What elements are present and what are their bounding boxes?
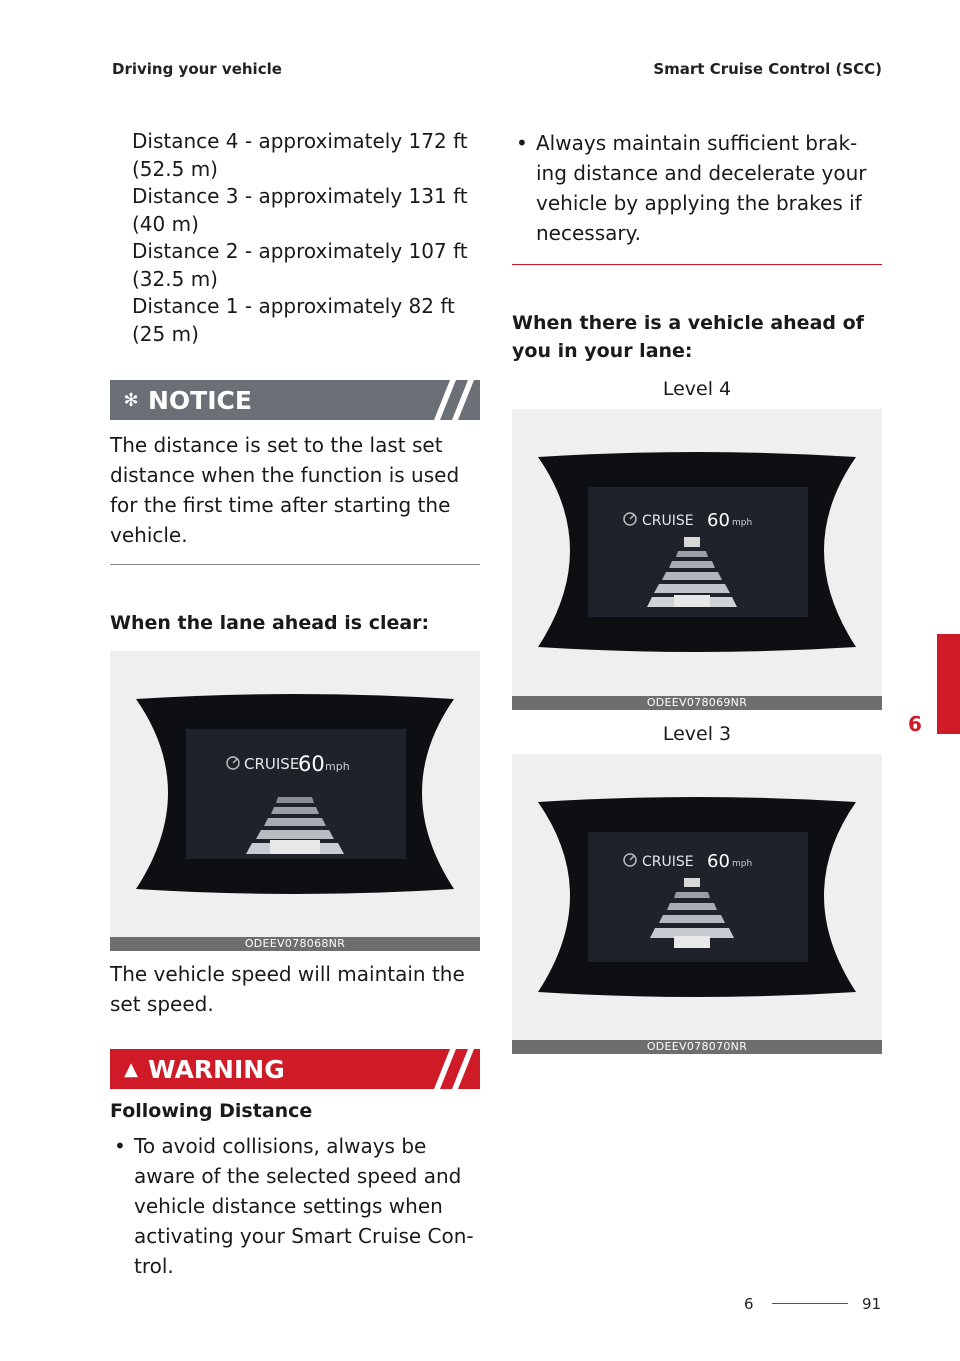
warning-subheading: Following Distance [110, 1100, 313, 1122]
distance-line: Distance 4 - approximately 172 ft [132, 129, 468, 153]
notice-title: NOTICE [148, 385, 252, 415]
display-speed-value: 60 [707, 851, 730, 872]
footer-divider [772, 1303, 848, 1304]
cluster-display-image [512, 754, 882, 1040]
lane-clear-heading: When the lane ahead is clear: [110, 612, 430, 634]
vehicle-ahead-heading: When there is a vehicle ahead of you in your lane: [512, 312, 864, 362]
cluster-display-image [512, 409, 882, 696]
display-cruise-label: CRUISE [642, 854, 694, 870]
warning-bullet [512, 128, 882, 248]
display-cruise-label: CRUISE [642, 513, 694, 529]
notice-banner [110, 380, 480, 420]
distance-line: (52.5 m) [132, 156, 218, 181]
distance-list [110, 128, 480, 348]
cluster-figure-clear [110, 651, 480, 951]
figure-code: ODEEV078068NR [110, 937, 480, 951]
display-speed-value: 60 [298, 752, 325, 776]
right-column [512, 128, 882, 1054]
display-speed-unit: mph [732, 518, 753, 528]
cluster-figure-level4 [512, 409, 882, 710]
stripes-decoration [420, 1049, 480, 1089]
left-column [110, 128, 480, 1281]
figure-code: ODEEV078070NR [512, 1040, 882, 1054]
notice-icon: ✻ [123, 389, 139, 411]
notice-text: The distance is set to the last set distance when the function is used for the first time after starting the vehicle. [110, 433, 460, 547]
distance-line: Distance 2 - approximately 107 ft [132, 239, 468, 263]
distance-line: Distance 3 - approximately 131 ft [132, 184, 468, 208]
bullet-dot: • [516, 131, 528, 155]
display-cruise-label: CRUISE [244, 755, 300, 773]
running-header-topic: Smart Cruise Control (SCC) [653, 60, 882, 78]
distance-line: (40 m) [132, 211, 199, 236]
stripes-decoration [420, 380, 480, 420]
warning-title: WARNING [148, 1054, 285, 1084]
chapter-side-number: 6 [908, 712, 922, 736]
warning-bullet-text: To avoid collisions, always be aware of the selected speed and vehicle distance settings when activating your Smart Cruise Con-trol. [134, 1134, 474, 1278]
chapter-side-tab [937, 634, 960, 734]
warning-bullet [110, 1131, 480, 1281]
car-ahead-icon [684, 878, 700, 887]
display-speed-unit: mph [732, 859, 753, 869]
display-speed-value: 60 [707, 510, 730, 531]
notice-divider [110, 564, 480, 565]
distance-line: Distance 1 - approximately 82 ft [132, 294, 455, 318]
warning-divider [512, 264, 882, 265]
cluster-figure-level3 [512, 754, 882, 1054]
warning-banner [110, 1049, 480, 1089]
cluster-display-image [110, 651, 480, 937]
footer-page-number: 91 [862, 1295, 882, 1313]
display-speed-unit: mph [325, 760, 350, 773]
level3-label: Level 3 [662, 723, 732, 745]
warning-bullet-text: Always maintain sufficient brak-ing distance and decelerate your vehicle by applying the brakes if necessary. [536, 131, 867, 245]
distance-line: (25 m) [132, 321, 199, 346]
lane-clear-caption: The vehicle speed will maintain the set speed. [110, 962, 465, 1016]
footer-chapter: 6 [744, 1295, 754, 1313]
distance-line: (32.5 m) [132, 266, 218, 291]
car-ahead-icon [684, 537, 700, 547]
running-header-section: Driving your vehicle [112, 60, 282, 78]
bullet-dot: • [114, 1134, 126, 1158]
warning-icon: ▲ [124, 1058, 138, 1080]
level4-label: Level 4 [662, 378, 732, 400]
figure-code: ODEEV078069NR [512, 696, 882, 710]
